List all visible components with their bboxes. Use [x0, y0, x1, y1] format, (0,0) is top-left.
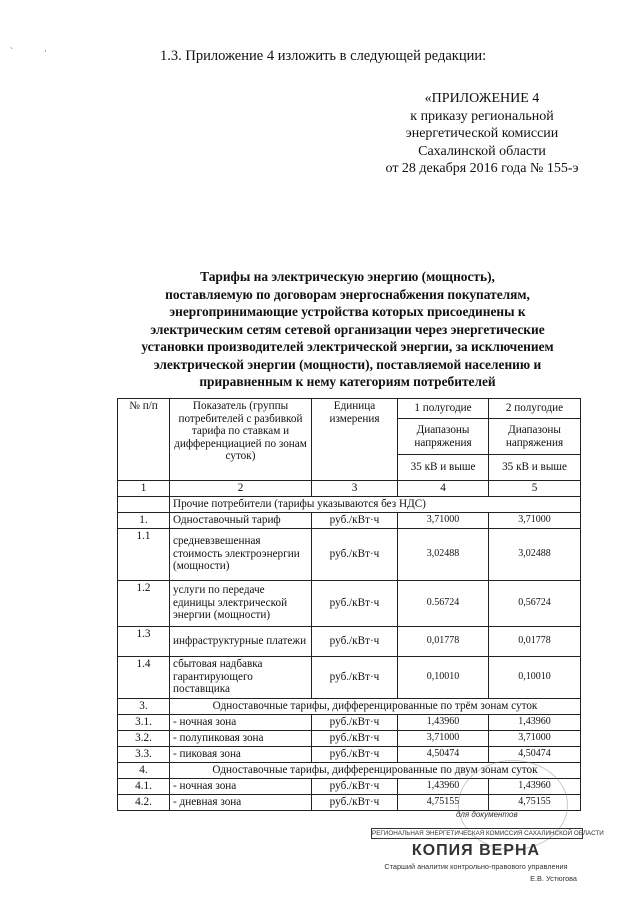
row-value-h1: 0,10010: [398, 656, 489, 698]
title-line: электрической энергии (мощности), поставляемой населению и: [153, 356, 542, 372]
title-line: Тарифы на электрическую энергию (мощность),: [200, 269, 495, 284]
row-name: - пиковая зона: [170, 746, 312, 762]
row-unit: руб./кВт·ч: [312, 626, 398, 656]
column-number: 4: [398, 481, 489, 497]
row-unit: руб./кВт·ч: [312, 778, 398, 794]
column-number: 1: [118, 481, 170, 497]
row-name: сбытовая надбавка гарантирующего поставщика: [170, 656, 312, 698]
column-number: 5: [489, 481, 581, 497]
row-value-h1: 0.56724: [398, 580, 489, 626]
row-num: 1.2: [118, 580, 170, 626]
header-range: Диапазоны напряжения: [398, 419, 489, 455]
section-num: 3.: [118, 698, 170, 714]
header-unit: Единица измерения: [312, 399, 398, 481]
table-row: [118, 656, 581, 698]
stamp-copy-true: КОПИЯ ВЕРНА: [411, 842, 541, 859]
row-value-h2: 1,43960: [489, 714, 581, 730]
row-name: Одноставочный тариф: [170, 512, 312, 528]
row-value-h1: 3,71000: [398, 512, 489, 528]
section-three-zones: Одноставочные тарифы, дифференцированные по трём зонам суток: [170, 698, 581, 714]
row-value-h1: 1,43960: [398, 714, 489, 730]
row-num: 3.1.: [118, 714, 170, 730]
appendix-line: энергетической комиссии: [405, 126, 559, 141]
intro-text: 1.3. Приложение 4 изложить в следующей редакции:: [160, 48, 487, 64]
row-name: - полупиковая зона: [170, 730, 312, 746]
row-value-h2: 0,10010: [489, 656, 581, 698]
table-row: [118, 512, 581, 528]
section-num: 4.: [118, 762, 170, 778]
header-half1: 1 полугодие: [398, 399, 489, 419]
appendix-line: от 28 декабря 2016 года № 155-э: [385, 161, 579, 176]
row-num: 1.1: [118, 528, 170, 580]
row-value-h2: 3,71000: [489, 730, 581, 746]
row-value-h1: 0,01778: [398, 626, 489, 656]
row-name: инфраструктурные платежи: [170, 626, 312, 656]
certification-stamp: [371, 810, 604, 886]
header-voltage: 35 кВ и выше: [398, 455, 489, 481]
stamp-org: РЕГИОНАЛЬНАЯ ЭНЕРГЕТИЧЕСКАЯ КОМИССИЯ САХАЛИНСКОЙ ОБЛАСТИ: [372, 830, 604, 837]
section-two-zones: Одноставочные тарифы, дифференцированные по двум зонам суток: [170, 762, 581, 778]
appendix-line: к приказу региональной: [410, 108, 554, 124]
row-name: - ночная зона: [170, 714, 312, 730]
stamp-signer: Е.В. Устюгова: [530, 874, 577, 883]
appendix-line: Сахалинской области: [418, 143, 546, 159]
section-other-consumers: Прочие потребители (тарифы указываются без НДС): [170, 496, 581, 512]
row-value-h1: 3,02488: [398, 528, 489, 580]
document-title: [120, 268, 575, 391]
section-cell: [118, 496, 170, 512]
row-name: услуги по передаче единицы электрической энергии (мощности): [170, 580, 312, 626]
header-indicator: Показатель (группы потребителей с разбивкой тарифа по ставкам и дифференциацией по зонам суток): [170, 399, 312, 481]
tariff-table: [117, 398, 581, 811]
row-num: 1.4: [118, 656, 170, 698]
row-value-h2: 0,01778: [489, 626, 581, 656]
table-row: [118, 528, 581, 580]
row-unit: руб./кВт·ч: [312, 714, 398, 730]
row-value-h1: 1,43960: [398, 778, 489, 794]
row-num: 3.2.: [118, 730, 170, 746]
table-row: [118, 626, 581, 656]
row-value-h1: 4,75155: [398, 794, 489, 810]
row-value-h2: 3,02488: [489, 528, 581, 580]
header-voltage: 35 кВ и выше: [489, 455, 581, 481]
row-unit: руб./кВт·ч: [312, 794, 398, 810]
header-half2: 2 полугодие: [489, 399, 581, 419]
row-num: 1.3: [118, 626, 170, 656]
column-number: 2: [170, 481, 312, 497]
row-unit: руб./кВт·ч: [312, 746, 398, 762]
row-unit: руб./кВт·ч: [312, 656, 398, 698]
row-name: средневзвешенная стоимость электроэнергии (мощности): [170, 528, 312, 580]
row-num: 4.2.: [118, 794, 170, 810]
title-line: установки производителей электрической энергии, за исключением: [141, 339, 554, 354]
row-value-h2: 3,71000: [489, 512, 581, 528]
row-value-h2: 0,56724: [489, 580, 581, 626]
row-name: - дневная зона: [170, 794, 312, 810]
appendix-line: «ПРИЛОЖЕНИЕ 4: [424, 91, 540, 106]
row-value-h2: 4,50474: [489, 746, 581, 762]
column-number: 3: [312, 481, 398, 497]
table-row: [118, 730, 581, 746]
title-line: электрическим сетям сетевой организации через энергетические: [150, 321, 545, 337]
row-num: 1.: [118, 512, 170, 528]
title-line: поставляемую по договорам энергоснабжения покупателям,: [165, 286, 530, 302]
title-line: приравненным к нему категориям потребителей: [199, 374, 496, 389]
row-unit: руб./кВт·ч: [312, 512, 398, 528]
row-value-h1: 4,50474: [398, 746, 489, 762]
scan-mark: ·: [44, 46, 47, 56]
row-num: 4.1.: [118, 778, 170, 794]
appendix-header: [372, 90, 592, 178]
stamp-role: Старший аналитик контрольно-правового управления: [384, 862, 568, 871]
row-num: 3.3.: [118, 746, 170, 762]
header-num: № п/п: [118, 399, 170, 481]
row-unit: руб./кВт·ч: [312, 730, 398, 746]
row-name: - ночная зона: [170, 778, 312, 794]
row-unit: руб./кВт·ч: [312, 580, 398, 626]
table-row: [118, 714, 581, 730]
stamp-for-docs: для документов: [456, 810, 518, 819]
title-line: энергопринимающие устройства которых присоединены к: [169, 304, 526, 319]
row-value-h2: 1,43960: [489, 778, 581, 794]
row-unit: руб./кВт·ч: [312, 528, 398, 580]
scan-mark: `: [10, 46, 13, 56]
row-value-h1: 3,71000: [398, 730, 489, 746]
table-row: [118, 580, 581, 626]
header-range: Диапазоны напряжения: [489, 419, 581, 455]
row-value-h2: 4,75155: [489, 794, 581, 810]
